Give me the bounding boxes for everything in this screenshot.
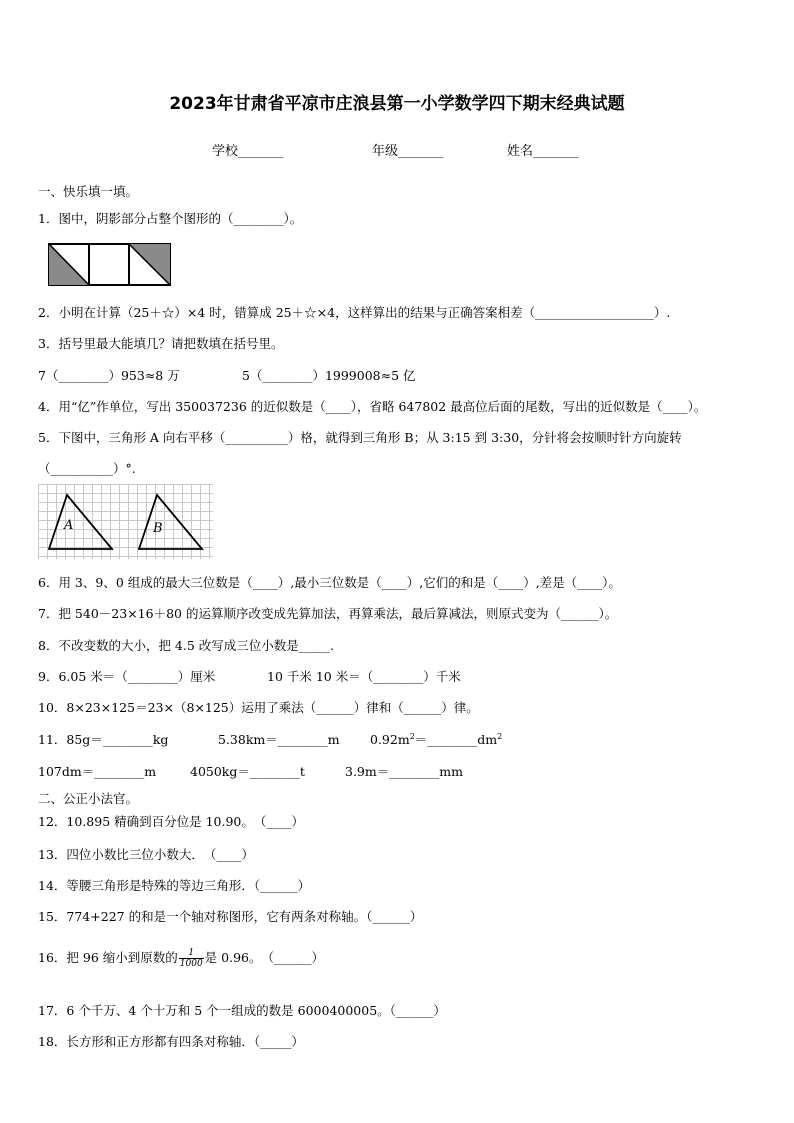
question-11d: 107dm＝________m — [38, 764, 157, 779]
question-11e: 4050kg＝________t — [190, 764, 305, 779]
name-field: 姓名_______ — [507, 144, 579, 159]
section-2-heading: 二、公正小法官。 — [38, 791, 139, 806]
triangle-a — [49, 495, 112, 549]
question-11c: $0.92m^2=\_\_\_\_\_\_\_\_dm^2$ — [370, 731, 503, 747]
question-7: 7．把 540－23×16＋80 的运算顺序改变成先算加法，再算乘法，最后算减法，则原式变为（______）。 — [38, 606, 618, 621]
question-11f: 3.9m＝________mm — [345, 764, 463, 779]
question-3b: 5（________）1999008≈5 亿 — [242, 368, 416, 383]
section-1-heading: 一、快乐填一填。 — [38, 184, 139, 199]
question-18: 18．长方形和正方形都有四条对称轴．（_____） — [38, 1034, 304, 1049]
question-3a: 7（________）953≈8 万 — [38, 368, 180, 383]
triangle-grid-figure — [38, 484, 214, 560]
question-6: 6．用 3、9、0 组成的最大三位数是（____）,最小三位数是（____）,它们的和是（____）,差是（____）。 — [38, 575, 621, 590]
question-4: 4．用“亿”作单位，写出 350037236 的近似数是（____），省略 647802 最高位后面的尾数，写出的近似数是（____）。 — [38, 399, 707, 414]
question-11a: 11．85g＝________kg — [38, 732, 169, 747]
school-field: 学校_______ — [212, 144, 284, 159]
question-1: 1．图中，阴影部分占整个图形的（________）。 — [38, 211, 303, 226]
question-16: 16．把 96 缩小到原数的 $\frac{1}{1000}$ 是 0.96。 （______） — [38, 948, 324, 969]
question-9a: 9．6.05 米＝（________）厘米 — [38, 669, 216, 684]
question-11b: 5.38km＝________m — [218, 732, 340, 747]
question-5-line-1: 5．下图中，三角形 A 向右平移（__________）格，就得到三角形 B；从 3:15 到 3:30，分针将会按顺时针方向旋转 — [38, 430, 682, 445]
triangle-a-label: A — [64, 518, 74, 533]
triangle-b — [139, 495, 202, 549]
page-title: 2023年甘肃省平凉市庄浪县第一小学数学四下期末经典试题 — [169, 94, 625, 114]
question-3: 3．括号里最大能填几？请把数填在括号里。 — [38, 336, 284, 351]
question-15: 15．774+227 的和是一个轴对称图形，它有两条对称轴。（______） — [38, 909, 423, 924]
triangle-b-label: B — [153, 521, 163, 536]
question-14: 14．等腰三角形是特殊的等边三角形．（______） — [38, 878, 311, 893]
question-8: 8．不改变数的大小，把 4.5 改写成三位小数是_____. — [38, 638, 335, 653]
question-17: 17．6 个千万、4 个十万和 5 个一组成的数是 6000400005。（______） — [38, 1003, 446, 1018]
question-5-line-2: （__________）°. — [38, 461, 136, 476]
shaded-squares-figure — [48, 243, 172, 287]
question-2: 2．小明在计算（25＋☆）×4 时，错算成 25＋☆×4，这样算出的结果与正确答案相差（___________________）. — [38, 305, 671, 320]
question-10: 10．8×23×125＝23×（8×125）运用了乘法（______）律和（______）律。 — [38, 700, 479, 715]
fraction-one-thousandth: $\frac{1}{1000}$ — [179, 948, 203, 969]
grade-field: 年级_______ — [372, 144, 444, 159]
question-13: 13．四位小数比三位小数大． （____） — [38, 847, 254, 862]
question-9b: 10 千米 10 米＝（________）千米 — [267, 669, 461, 684]
question-12: 12．10.895 精确到百分位是 10.90。 （____） — [38, 814, 304, 829]
